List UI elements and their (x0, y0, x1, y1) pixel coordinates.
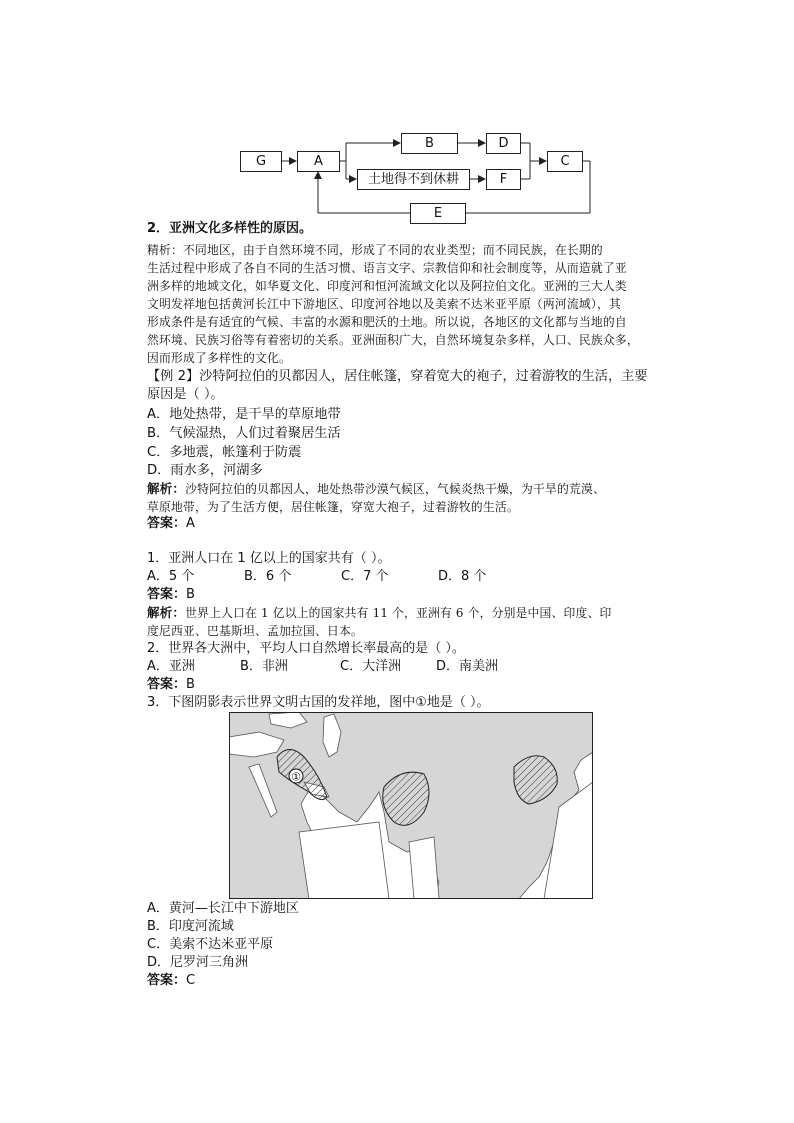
flow-node-c: C (547, 151, 583, 172)
jingxi-line-1: 精析：不同地区，由于自然环境不同，形成了不同的农业类型；而不同民族，在长期的 (147, 243, 603, 257)
q3-stem: 3．下图阴影表示世界文明古国的发祥地，图中①地是（ ）。 (147, 695, 490, 710)
answer-label: 答案： (147, 516, 187, 531)
section2-heading: 2．亚洲文化多样性的原因。 (147, 221, 313, 236)
example2-option-d: D．雨水多，河湖多 (147, 463, 263, 478)
example2-question-line1: 【例 2】沙特阿拉伯的贝都因人，居住帐篷，穿着宽大的袍子，过着游牧的生活，主要 (147, 369, 648, 384)
map-label-1: ① (291, 770, 301, 784)
q1-analysis-line2: 度尼西亚、巴基斯坦、孟加拉国、日本。 (147, 624, 363, 638)
answer-value: B (186, 587, 195, 602)
flow-node-b: B (401, 133, 458, 154)
analysis-text: 沙特阿拉伯的贝都因人，地处热带沙漠气候区，气候炎热干燥，为干旱的荒漠、 (185, 482, 606, 496)
example2-option-a: A．地处热带，是干旱的草原地带 (147, 407, 341, 422)
example2-option-b: B．气候湿热，人们过着聚居生活 (147, 426, 341, 441)
answer-label: 答案： (147, 587, 187, 602)
analysis-label: 解析： (147, 605, 186, 620)
q3-option-b: B．印度河流域 (147, 919, 234, 934)
q3-option-d: D．尼罗河三角洲 (147, 955, 249, 970)
q2-option-c: C．大洋洲 (340, 659, 402, 674)
q1-stem: 1．亚洲人口在 1 亿以上的国家共有（ ）。 (147, 551, 391, 566)
flow-node-d: D (486, 133, 521, 154)
analysis-text: 世界上人口在 1 亿以上的国家共有 11 个，亚洲有 6 个，分别是中国、印度、印 (185, 606, 612, 620)
answer-label: 答案： (147, 973, 187, 988)
jingxi-line-3: 洲多样的地域文化，如华夏文化、印度河和恒河流域文化以及阿拉伯文化。亚洲的三大人类 (147, 279, 627, 293)
answer-value: C (186, 973, 196, 988)
flow-node-a: A (297, 151, 340, 172)
jingxi-line-7: 因而形成了多样性的文化。 (147, 351, 291, 365)
jingxi-line-4: 文明发祥地包括黄河长江中下游地区、印度河谷地以及美索不达米亚平原（两河流域），其 (147, 297, 621, 311)
q2-option-a: A．亚洲 (147, 659, 195, 674)
jingxi-line-6: 然环境、民族习俗等有着密切的关系。亚洲面积广大，自然环境复杂多样，人口、民族众多， (147, 333, 639, 347)
arabian-sea (299, 822, 389, 899)
q2-stem: 2．世界各大洲中，平均人口自然增长率最高的是（ ）。 (147, 641, 465, 656)
q1-options (147, 568, 486, 586)
q1-option-d: D．8 个 (438, 569, 487, 584)
answer-label: 答案： (147, 677, 187, 692)
example2-option-c: C．多地震，帐篷利于防震 (147, 445, 302, 460)
example2-analysis-line1 (147, 480, 605, 498)
q1-option-a: A．5 个 (147, 569, 195, 584)
jingxi-line-2: 生活过程中形成了各自不同的生活习惯、语言文字、宗教信仰和社会制度等，从而造就了亚 (147, 261, 627, 275)
flow-node-e: E (410, 203, 466, 224)
flow-node-f: F (486, 169, 521, 190)
example2-question-line2: 原因是（ ）。 (147, 387, 224, 402)
q3-option-c: C．美索不达米亚平原 (147, 937, 274, 952)
flowchart (0, 0, 794, 230)
bay-of-bengal (409, 837, 439, 899)
example2-answer (147, 515, 195, 533)
flow-node-land-no-fallow: 土地得不到休耕 (357, 169, 470, 190)
flow-node-g: G (240, 151, 282, 172)
q1-option-c: C．7 个 (341, 569, 389, 584)
q2-options (147, 658, 498, 676)
q1-analysis-line1 (147, 604, 612, 622)
q2-answer (147, 676, 195, 694)
analysis-label: 解析： (147, 481, 186, 496)
answer-value: A (186, 516, 195, 531)
q2-option-d: D．南美洲 (436, 659, 499, 674)
q3-option-a: A．黄河—长江中下游地区 (147, 901, 299, 916)
q2-option-b: B．非洲 (240, 659, 288, 674)
civilization-map (229, 712, 593, 899)
q1-answer (147, 586, 195, 604)
map-svg (229, 712, 593, 899)
q3-answer (147, 972, 195, 990)
flowchart-arrows (0, 0, 794, 230)
answer-value: B (186, 677, 195, 692)
jingxi-line-5: 形成条件是有适宜的气候、丰富的水源和肥沃的土地。所以说，各地区的文化都与当地的自 (147, 315, 627, 329)
example2-analysis-line2: 草原地带，为了生活方便，居住帐篷，穿宽大袍子，过着游牧的生活。 (147, 500, 519, 514)
q1-option-b: B．6 个 (244, 569, 292, 584)
